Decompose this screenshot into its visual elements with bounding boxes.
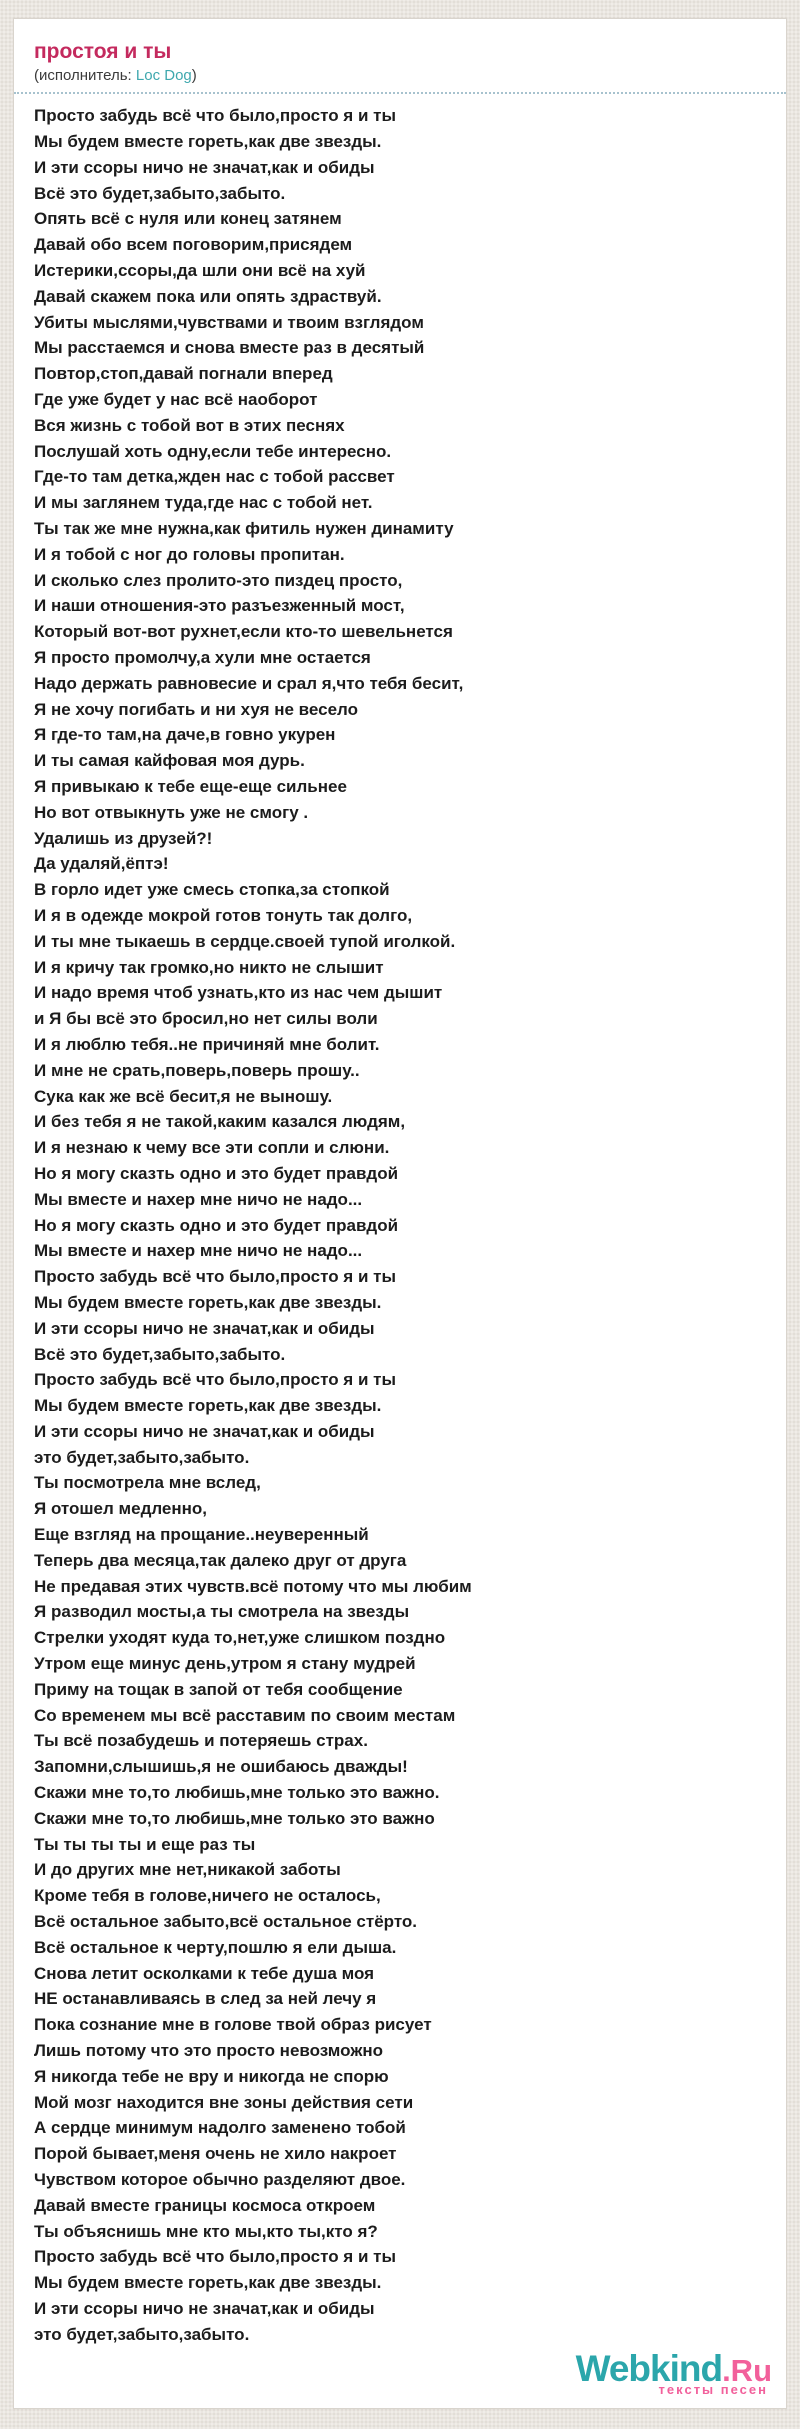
lyric-line: Где-то там детка,жден нас с тобой рассвет	[34, 467, 395, 487]
lyric-line: И я люблю тебя..не причиняй мне болит.	[34, 1034, 380, 1054]
lyric-line: Опять всё с нуля или конец затянем	[34, 209, 342, 229]
lyric-line: И эти ссоры ничо не значат,как и обиды	[34, 2298, 375, 2318]
lyric-line: Ты посмотрела мне вслед,	[34, 1473, 261, 1493]
lyric-line: Ты ты ты ты и еще раз ты	[34, 1834, 256, 1854]
lyric-line: И ты мне тыкаешь в сердце.своей тупой иголкой.	[34, 931, 456, 951]
song-title: простоя и ты	[34, 40, 172, 63]
artist-label: (исполнитель:	[34, 67, 132, 85]
lyric-line: Но я могу сказть одно и это будет правдой	[34, 1163, 399, 1183]
lyric-line: Я привыкаю к тебе еще-еще сильнее	[34, 776, 347, 796]
lyric-line: Послушай хоть одну,если тебе интересно.	[34, 441, 392, 461]
lyric-line: Убиты мыслями,чувствами и твоим взглядом	[34, 312, 424, 332]
lyric-line: Где уже будет у нас всё наоборот	[34, 390, 318, 410]
lyric-line: Я где-то там,на даче,в говно укурен	[34, 725, 336, 745]
lyric-line: Лишь потому что это просто невозможно	[34, 2041, 384, 2061]
lyrics-card	[13, 18, 787, 2409]
lyric-line: Пока сознание мне в голове твой образ рисует	[34, 2015, 432, 2035]
lyric-line: Мы будем вместе гореть,как две звезды.	[34, 1292, 382, 1312]
lyric-line: И мы заглянем туда,где нас с тобой нет.	[34, 493, 373, 513]
lyric-line: И без тебя я не такой,каким казался людям,	[34, 1112, 406, 1132]
lyric-line: Вся жизнь с тобой вот в этих песнях	[34, 415, 345, 435]
lyric-line: Давай вместе границы космоса откроем	[34, 2195, 376, 2215]
lyric-line: Удалишь из друзей?!	[34, 828, 213, 848]
lyric-line: И я тобой с ног до головы пропитан.	[34, 544, 345, 564]
lyric-line: И мне не срать,поверь,поверь прошу..	[34, 1060, 360, 1080]
webkind-logo-ru: .Ru	[722, 2352, 772, 2388]
lyric-line: Истерики,ссоры,да шли они всё на хуй	[34, 261, 366, 281]
lyrics-text-block	[14, 94, 786, 2347]
lyric-line: Повтор,стоп,давай погнали вперед	[34, 364, 333, 384]
lyric-line: Но я могу сказть одно и это будет правдой	[34, 1215, 399, 1235]
lyric-line: это будет,забыто,забыто.	[34, 2324, 250, 2344]
lyric-line: Мы расстаемся и снова вместе раз в десятый	[34, 338, 425, 358]
artist-line	[34, 67, 766, 84]
lyric-line: Кроме тебя в голове,ничего не осталось,	[34, 1886, 381, 1906]
lyric-line: Мы вместе и нахер мне ничо не надо...	[34, 1189, 363, 1209]
lyric-line: Чувством которое обычно разделяют двое.	[34, 2170, 406, 2189]
lyric-line: Просто забудь всё что было,просто я и ты	[34, 2247, 396, 2267]
lyric-line: Мы вместе и нахер мне ничо не надо...	[34, 1241, 363, 1261]
lyric-line: Ты всё позабудешь и потеряешь страх.	[34, 1731, 368, 1751]
lyric-line: Я разводил мосты,а ты смотрела на звезды	[34, 1602, 410, 1622]
lyric-line: Приму на тощак в запой от тебя сообщение	[34, 1679, 403, 1699]
lyric-line: И ты самая кайфовая моя дурь.	[34, 751, 305, 771]
lyric-line: Со временем мы всё расставим по своим местам	[34, 1705, 456, 1725]
lyric-line: Всё остальное забыто,всё остальное стёрто.	[34, 1912, 418, 1932]
lyric-line: И сколько слез пролито-это пиздец просто,	[34, 570, 403, 590]
lyric-line: Я просто промолчу,а хули мне остается	[34, 647, 371, 667]
artist-suffix: )	[191, 67, 197, 85]
lyric-line: Надо держать равновесие и срал я,что тебя бесит,	[34, 673, 464, 693]
lyric-line: И надо время чтоб узнать,кто из нас чем дышит	[34, 983, 443, 1003]
lyric-line: Ты так же мне нужна,как фитиль нужен динамиту	[34, 519, 454, 538]
lyric-line: Еще взгляд на прощание..неуверенный	[34, 1525, 369, 1545]
lyric-line: И наши отношения-это разъезженный мост,	[34, 596, 405, 616]
lyric-line: И я в одежде мокрой готов тонуть так долго,	[34, 905, 413, 925]
song-header	[14, 33, 786, 94]
lyric-line: НЕ останавливаясь в след за ней лечу я	[34, 1989, 377, 2009]
lyric-line: Я отошел медленно,	[34, 1499, 208, 1519]
lyric-line: Снова летит осколками к тебе душа моя	[34, 1963, 375, 1983]
lyric-line: И эти ссоры ничо не значат,как и обиды	[34, 1421, 375, 1441]
lyric-line: И эти ссоры ничо не значат,как и обиды	[34, 157, 375, 177]
lyric-line: Скажи мне то,то любишь,мне только это важно	[34, 1808, 435, 1828]
lyric-line: Не предавая этих чувств.всё потому что мы любим	[34, 1576, 472, 1596]
lyric-line: В горло идет уже смесь стопка,за стопкой	[34, 880, 390, 900]
lyric-line: Просто забудь всё что было,просто я и ты	[34, 106, 396, 126]
lyric-line: Просто забудь всё что было,просто я и ты	[34, 1370, 396, 1390]
lyric-line: Мы будем вместе гореть,как две звезды.	[34, 1396, 382, 1416]
lyric-line: Запомни,слышишь,я не ошибаюсь дважды!	[34, 1757, 408, 1777]
lyric-line: Мы будем вместе гореть,как две звезды.	[34, 132, 382, 152]
lyric-line: Я не хочу погибать и ни хуя не весело	[34, 699, 358, 719]
lyric-line: Но вот отвыкнуть уже не смогу .	[34, 802, 309, 822]
lyric-line: Я никогда тебе не вру и никогда не спорю	[34, 2066, 389, 2086]
lyric-line: Мой мозг находится вне зоны действия сети	[34, 2092, 414, 2112]
webkind-logo-brand: Webkind	[575, 2347, 723, 2389]
lyric-line: И я незнаю к чему все эти сопли и слюни.	[34, 1138, 390, 1158]
lyric-line: Всё это будет,забыто,забыто.	[34, 183, 286, 203]
artist-link[interactable]: Loc Dog	[135, 67, 192, 85]
lyric-line: А сердце минимум надолго заменено тобой	[34, 2118, 406, 2138]
lyric-line: Утром еще минус день,утром я стану мудрей	[34, 1654, 416, 1674]
lyric-line: Давай обо всем поговорим,присядем	[34, 235, 353, 255]
lyric-line: и Я бы всё это бросил,но нет силы воли	[34, 1009, 378, 1029]
lyric-line: Мы будем вместе гореть,как две звезды.	[34, 2273, 382, 2293]
lyric-line: Который вот-вот рухнет,если кто-то шевельнется	[34, 622, 453, 642]
lyric-line: Давай скажем пока или опять здраствуй.	[34, 286, 382, 306]
webkind-logo-tagline: тексты песен	[658, 2381, 768, 2397]
webkind-logo[interactable]	[14, 2348, 786, 2408]
lyric-line: Ты объяснишь мне кто мы,кто ты,кто я?	[34, 2221, 378, 2241]
lyric-line: Порой бывает,меня очень не хило накроет	[34, 2144, 397, 2164]
lyric-line: Стрелки уходят куда то,нет,уже слишком поздно	[34, 1628, 446, 1648]
lyric-line: Да удаляй,ёптэ!	[34, 854, 169, 874]
lyric-line: Скажи мне то,то любишь,мне только это важно.	[34, 1783, 440, 1803]
lyric-line: И я кричу так громко,но никто не слышит	[34, 957, 384, 977]
lyric-line: Сука как же всё бесит,я не выношу.	[34, 1086, 333, 1106]
lyric-line: Теперь два месяца,так далеко друг от друга	[34, 1550, 407, 1570]
lyric-line: И до других мне нет,никакой заботы	[34, 1860, 341, 1880]
lyric-line: Всё это будет,забыто,забыто.	[34, 1344, 286, 1364]
lyric-line: Всё остальное к черту,пошлю я ели дыша.	[34, 1937, 397, 1957]
lyric-line: это будет,забыто,забыто.	[34, 1447, 250, 1467]
lyric-line: И эти ссоры ничо не значат,как и обиды	[34, 1318, 375, 1338]
lyric-line: Просто забудь всё что было,просто я и ты	[34, 1267, 396, 1287]
